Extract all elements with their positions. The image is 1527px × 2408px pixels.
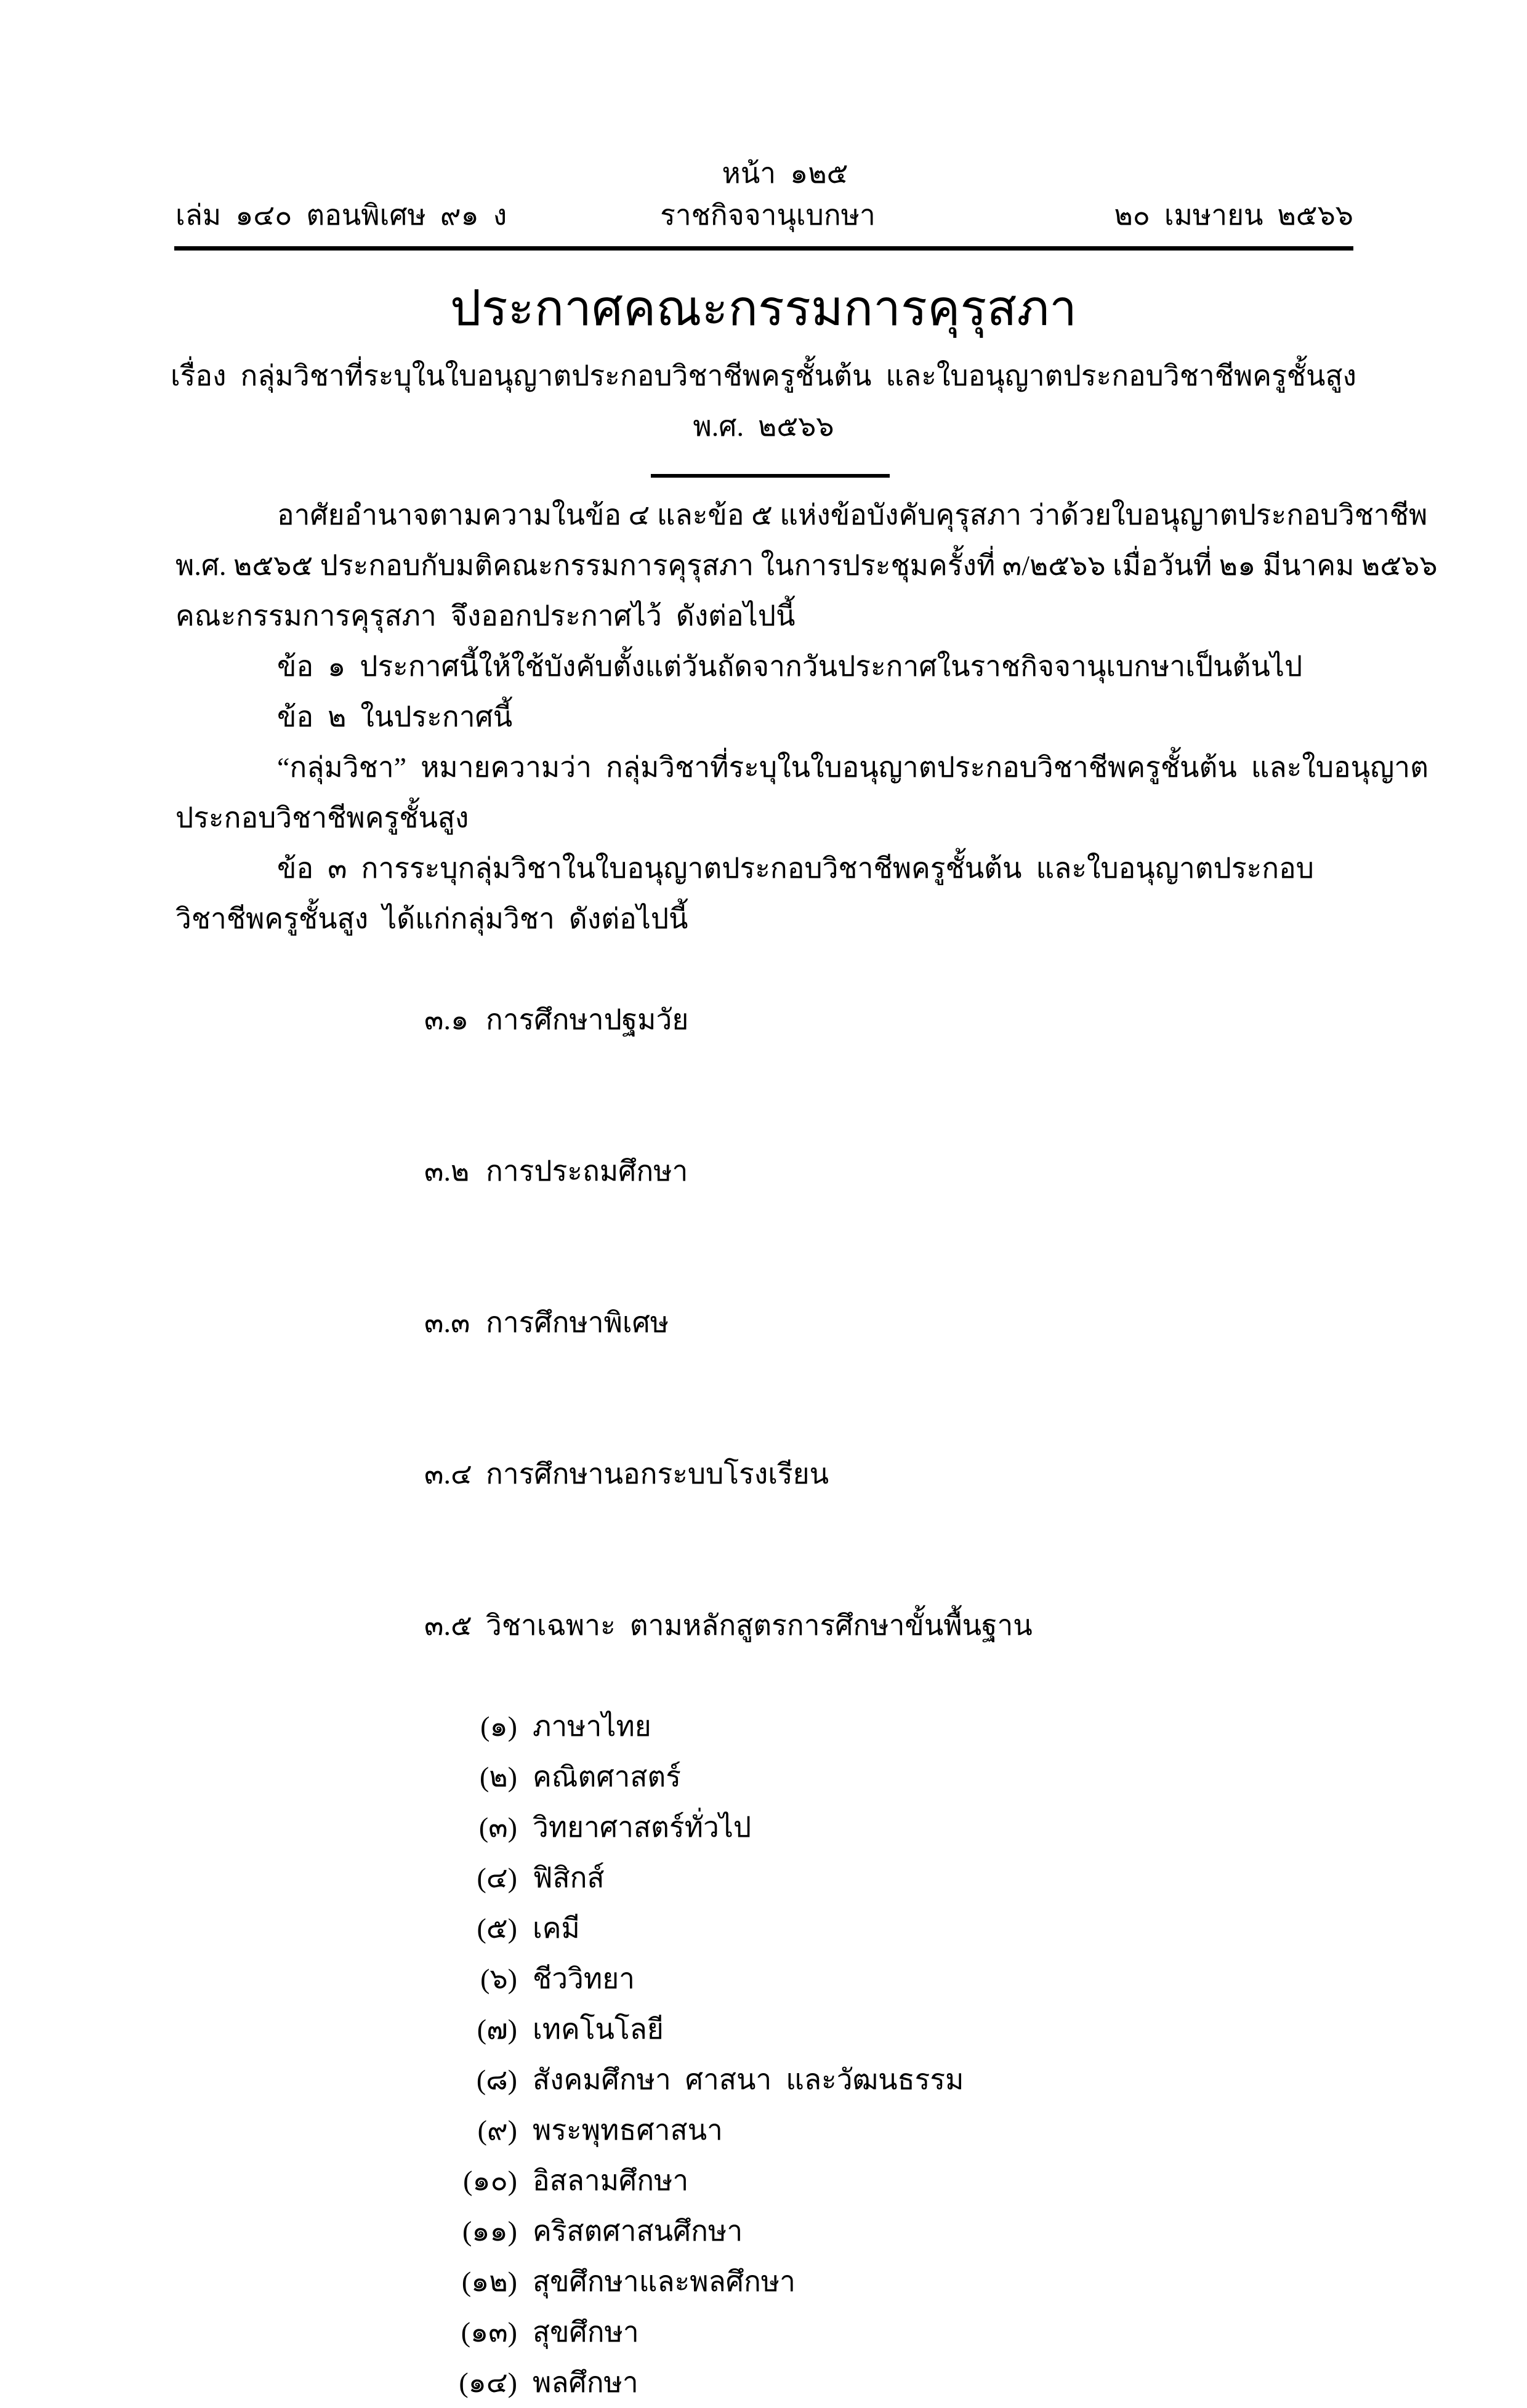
subject-number: (๗) bbox=[477, 2013, 517, 2045]
preamble-line-2: พ.ศ. ๒๕๖๕ ประกอบกับมติคณะกรรมการคุรุสภา ในการประชุมครั้งที่ ๓/๒๕๖๖ เมื่อวันที่ ๒๑ มีนาคม ๒๕๖๖ bbox=[175, 550, 1438, 581]
subject-label: พระพุทธศาสนา bbox=[533, 2114, 723, 2146]
subclause-row bbox=[175, 1550, 1353, 1701]
subclause-label: วิชาเฉพาะ ตามหลักสูตรการศึกษาขั้นพื้นฐาน bbox=[486, 1610, 1033, 1641]
subject-label: พลศึกษา bbox=[533, 2367, 639, 2398]
preamble-line-1: อาศัยอำนาจตามความในข้อ ๔ และข้อ ๕ แห่งข้อบังคับคุรุสภา ว่าด้วยใบอนุญาตประกอบวิชาชีพ bbox=[277, 499, 1428, 531]
subject-label: เคมี bbox=[533, 1912, 580, 1944]
subject-number: (๑๒) bbox=[461, 2266, 517, 2297]
volume-info: เล่ม ๑๔๐ ตอนพิเศษ ๙๑ ง bbox=[175, 199, 507, 231]
subject-number: (๘) bbox=[476, 2064, 517, 2095]
subject-row bbox=[175, 2206, 1353, 2257]
announcement-title: ประกาศคณะกรรมการคุรุสภา bbox=[450, 282, 1077, 336]
subject-number: (๒) bbox=[480, 1761, 517, 1792]
announcement-subject: เรื่อง กลุ่มวิชาที่ระบุในใบอนุญาตประกอบวิชาชีพครูชั้นต้น และใบอนุญาตประกอบวิชาชีพครูชั้นสูง bbox=[171, 360, 1356, 391]
subject-label: เทคโนโลยี bbox=[533, 2013, 664, 2045]
clause-1: ข้อ ๑ ประกาศนี้ให้ใช้บังคับตั้งแต่วันถัดจากวันประกาศในราชกิจจานุเบกษาเป็นต้นไป bbox=[277, 651, 1303, 682]
subclause-number: ๓.๓ bbox=[424, 1307, 470, 1338]
clause-3-line-1: ข้อ ๓ การระบุกลุ่มวิชาในใบอนุญาตประกอบวิชาชีพครูชั้นต้น และใบอนุญาตประกอบ bbox=[277, 853, 1314, 884]
subclause-number: ๓.๒ bbox=[424, 1155, 470, 1187]
subclause-label: การประถมศึกษา bbox=[486, 1155, 688, 1187]
subject-row bbox=[175, 2105, 1353, 2156]
subject-label: ฟิสิกส์ bbox=[533, 1862, 605, 1893]
subject-row bbox=[175, 2156, 1353, 2206]
definition-line-1: “กลุ่มวิชา” หมายความว่า กลุ่มวิชาที่ระบุในใบอนุญาตประกอบวิชาชีพครูชั้นต้น และใบอนุญาต bbox=[277, 752, 1428, 783]
subject-label: คริสตศาสนศึกษา bbox=[533, 2215, 743, 2247]
subject-number: (๓) bbox=[478, 1812, 517, 1843]
definition-line-2: ประกอบวิชาชีพครูชั้นสูง bbox=[175, 802, 469, 833]
subject-row bbox=[175, 1903, 1353, 1954]
announcement-year: พ.ศ. ๒๕๖๖ bbox=[693, 411, 834, 442]
subclause-number: ๓.๑ bbox=[424, 1004, 469, 1035]
title-divider bbox=[651, 474, 890, 478]
subject-label: สุขศึกษา bbox=[533, 2316, 639, 2348]
subclause-number: ๓.๔ bbox=[424, 1458, 472, 1490]
subject-number: (๕) bbox=[477, 1912, 517, 1944]
subject-row bbox=[175, 2307, 1353, 2358]
subject-label: อิสลามศึกษา bbox=[533, 2165, 689, 2196]
subject-number: (๑) bbox=[480, 1711, 517, 1742]
subject-row bbox=[175, 1853, 1353, 1903]
subclause-row bbox=[175, 944, 1353, 1096]
subject-row bbox=[175, 2257, 1353, 2307]
subclause-label: การศึกษานอกระบบโรงเรียน bbox=[486, 1458, 829, 1490]
subject-number: (๔) bbox=[477, 1862, 517, 1893]
subject-label: วิทยาศาสตร์ทั่วไป bbox=[533, 1812, 752, 1843]
subject-number: (๑๓) bbox=[461, 2316, 517, 2348]
subject-row bbox=[175, 1802, 1353, 1853]
subject-number: (๑๐) bbox=[463, 2165, 517, 2196]
subject-label: สังคมศึกษา ศาสนา และวัฒนธรรม bbox=[533, 2064, 964, 2095]
subject-row bbox=[175, 2055, 1353, 2105]
subclause-number: ๓.๕ bbox=[424, 1610, 472, 1641]
page-number: หน้า ๑๒๕ bbox=[722, 158, 848, 189]
subclause-label: การศึกษาพิเศษ bbox=[486, 1307, 669, 1338]
subject-label: ภาษาไทย bbox=[533, 1711, 651, 1742]
subject-row bbox=[175, 1954, 1353, 2004]
header-rule bbox=[174, 246, 1353, 251]
subject-row bbox=[175, 1752, 1353, 1802]
subject-number: (๖) bbox=[480, 1963, 517, 1994]
gazette-name: ราชกิจจานุเบกษา bbox=[660, 199, 876, 231]
subject-label: สุขศึกษาและพลศึกษา bbox=[533, 2266, 796, 2297]
subclause-label: การศึกษาปฐมวัย bbox=[486, 1004, 689, 1035]
subject-label: คณิตศาสตร์ bbox=[533, 1761, 682, 1792]
clause-2: ข้อ ๒ ในประกาศนี้ bbox=[277, 701, 513, 732]
subject-label: ชีววิทยา bbox=[533, 1963, 635, 1994]
publication-date: ๒๐ เมษายน ๒๕๖๖ bbox=[1114, 199, 1353, 231]
subject-number: (๑๑) bbox=[462, 2215, 517, 2247]
subclause-row bbox=[175, 1399, 1353, 1550]
subclause-row bbox=[175, 1096, 1353, 1247]
document-body bbox=[175, 490, 1438, 2408]
preamble-line-3: คณะกรรมการคุรุสภา จึงออกประกาศไว้ ดังต่อไปนี้ bbox=[175, 600, 796, 632]
subject-number: (๙) bbox=[477, 2114, 517, 2146]
subclause-row bbox=[175, 1247, 1353, 1399]
subject-number: (๑๔) bbox=[459, 2367, 517, 2398]
subject-row bbox=[175, 2004, 1353, 2055]
subject-row bbox=[175, 1701, 1353, 1752]
subject-row bbox=[175, 2358, 1353, 2408]
clause-3-line-2: วิชาชีพครูชั้นสูง ได้แก่กลุ่มวิชา ดังต่อไปนี้ bbox=[175, 903, 688, 934]
